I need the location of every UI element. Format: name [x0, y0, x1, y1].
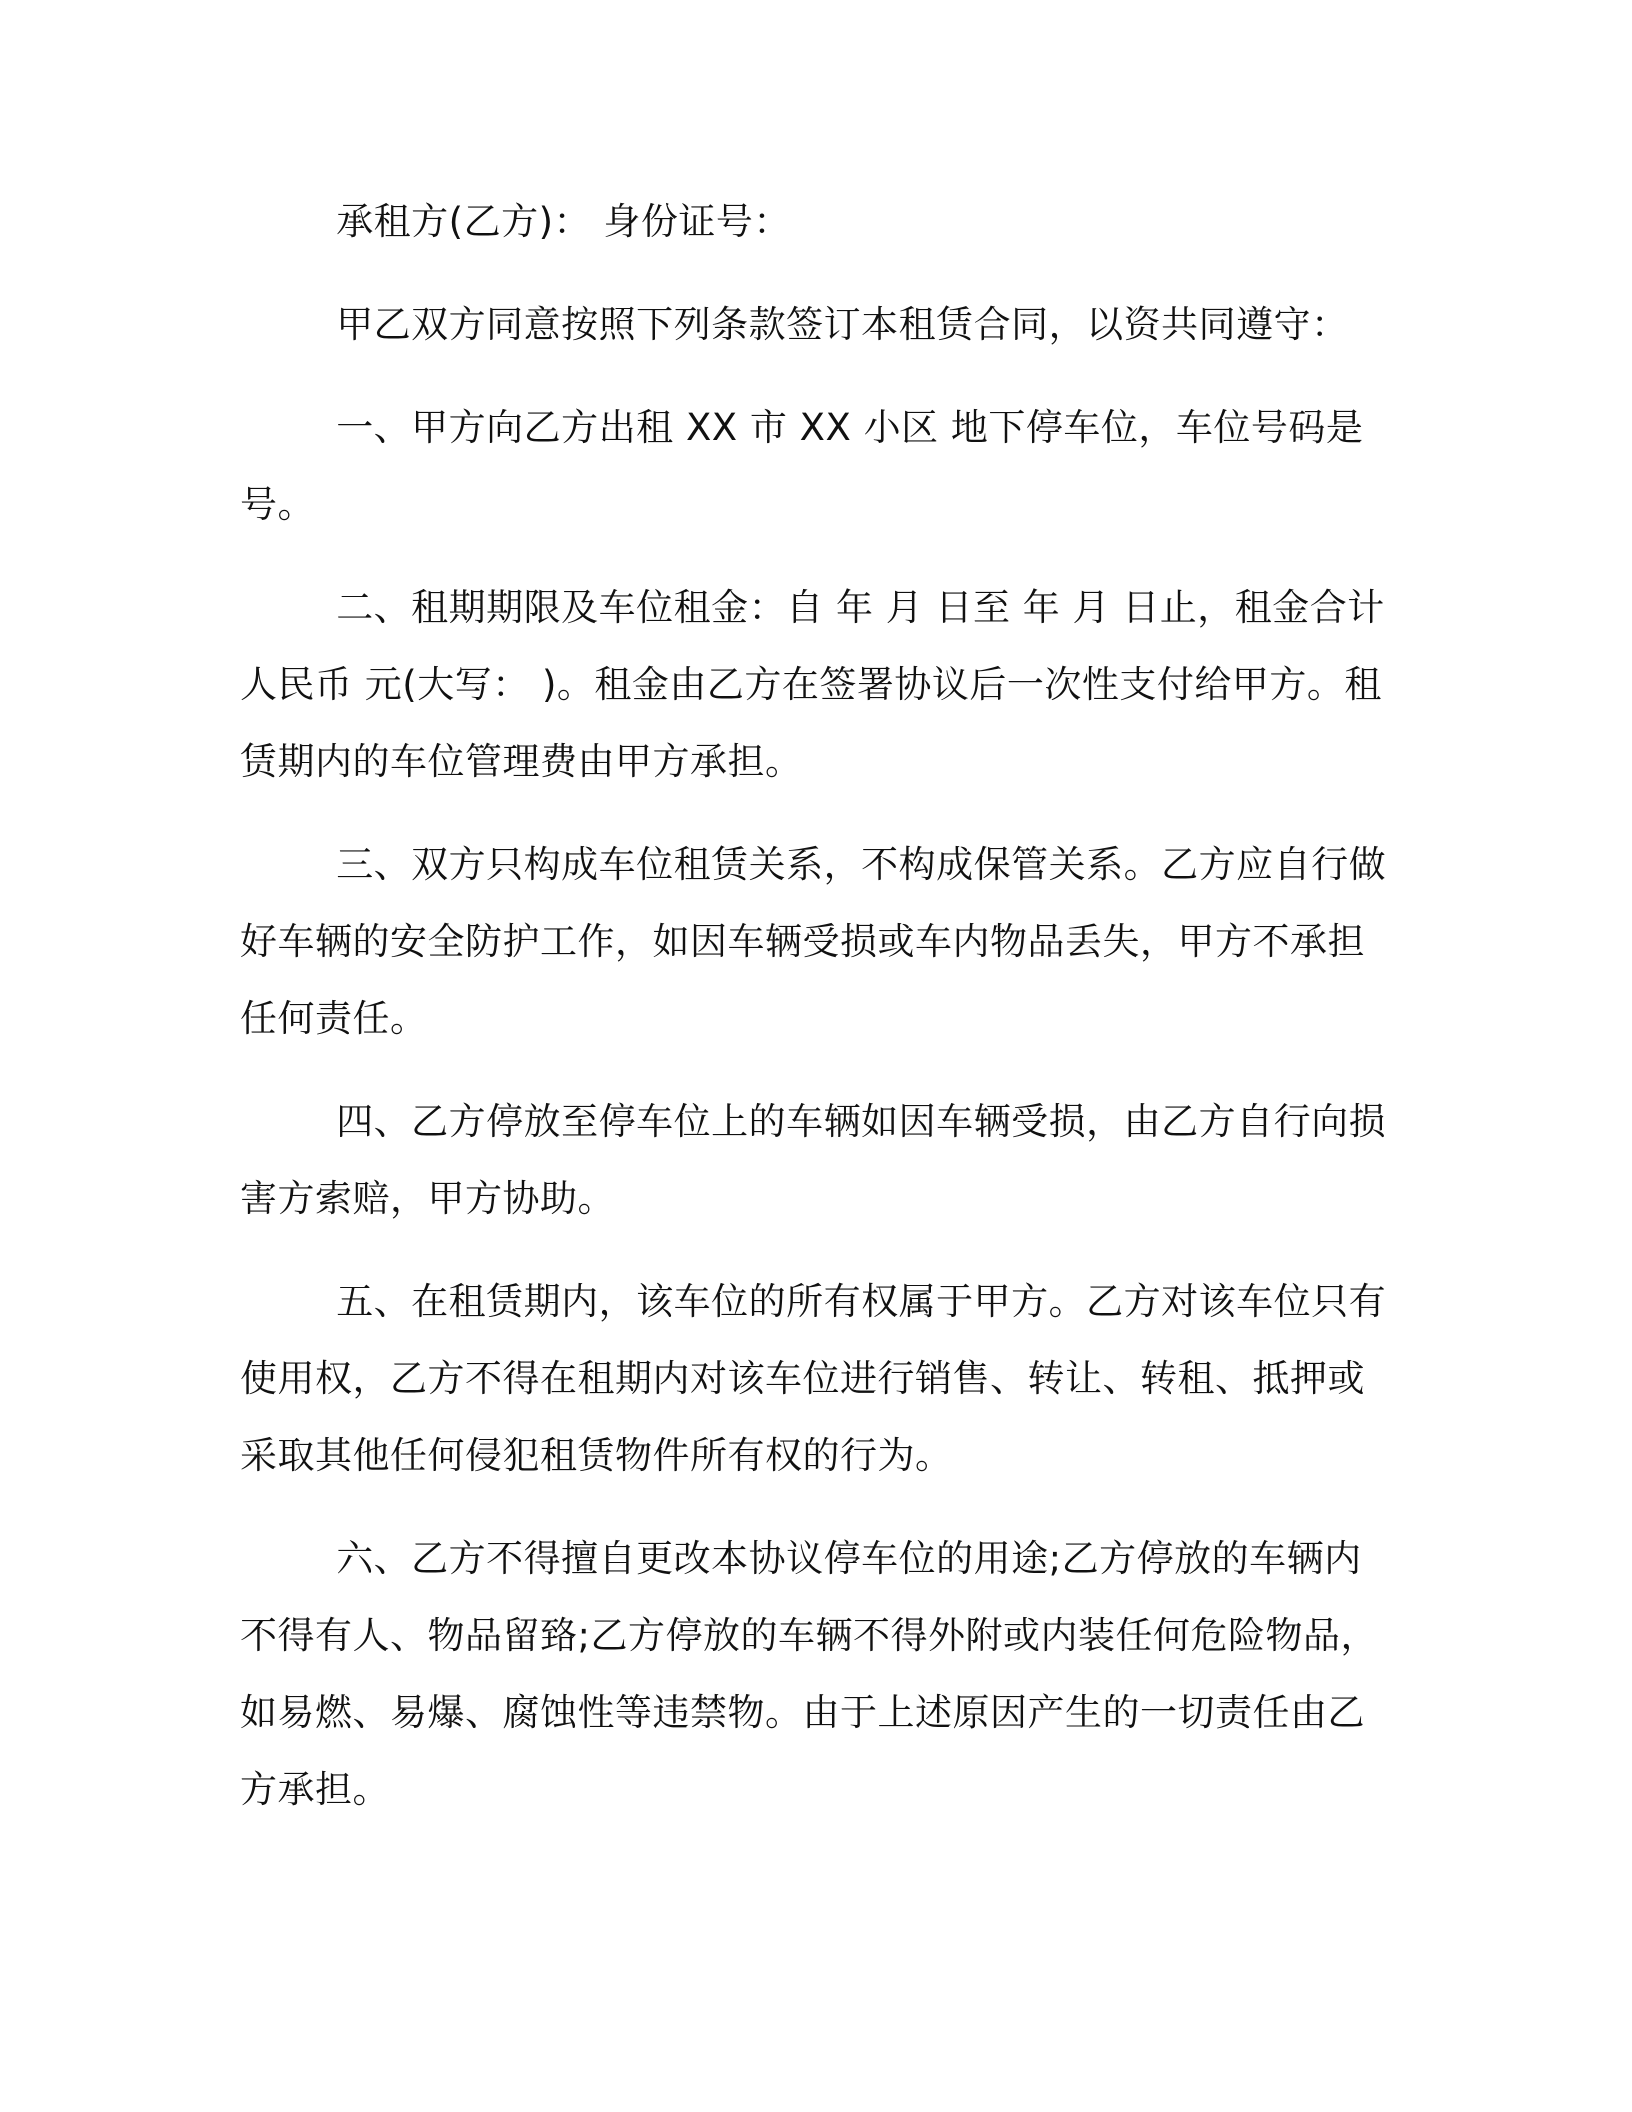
clause-2: 二、租期期限及车位租金：自 年 月 日至 年 月 日止，租金合计人民币 元(大写： )。租金由乙方在签署协议后一次性支付给甲方。租赁期内的车位管理费由甲方承担。: [240, 586, 1385, 783]
clause-4: 四、乙方停放至停车位上的车辆如因车辆受损，由乙方自行向损害方索赔，甲方协助。: [240, 1100, 1387, 1220]
agreement-intro: 甲乙双方同意按照下列条款签订本租赁合同，以资共同遵守：: [336, 303, 1349, 346]
document-body: [240, 183, 1392, 1854]
clause-6: 六、乙方不得擅自更改本协议停车位的用途;乙方停放的车辆内不得有人、物品留臵;乙方停放的车辆不得外附或内装任何危险物品，如易燃、易爆、腐蚀性等违禁物。由于上述原因产生的一切责任由乙方承担。: [240, 1537, 1378, 1811]
lessee-identity-line: 承租方(乙方)： 身份证号：: [336, 200, 791, 243]
clause-3: 三、双方只构成车位租赁关系，不构成保管关系。乙方应自行做好车辆的安全防护工作，如因车辆受损或车内物品丢失，甲方不承担任何责任。: [240, 843, 1387, 1040]
clause-1: 一、甲方向乙方出租 XX 市 XX 小区 地下停车位，车位号码是 号。: [240, 406, 1364, 526]
clause-5: 五、在租赁期内，该车位的所有权属于甲方。乙方对该车位只有使用权，乙方不得在租期内对该车位进行销售、转让、转租、抵押或采取其他任何侵犯租赁物件所有权的行为。: [240, 1280, 1387, 1477]
